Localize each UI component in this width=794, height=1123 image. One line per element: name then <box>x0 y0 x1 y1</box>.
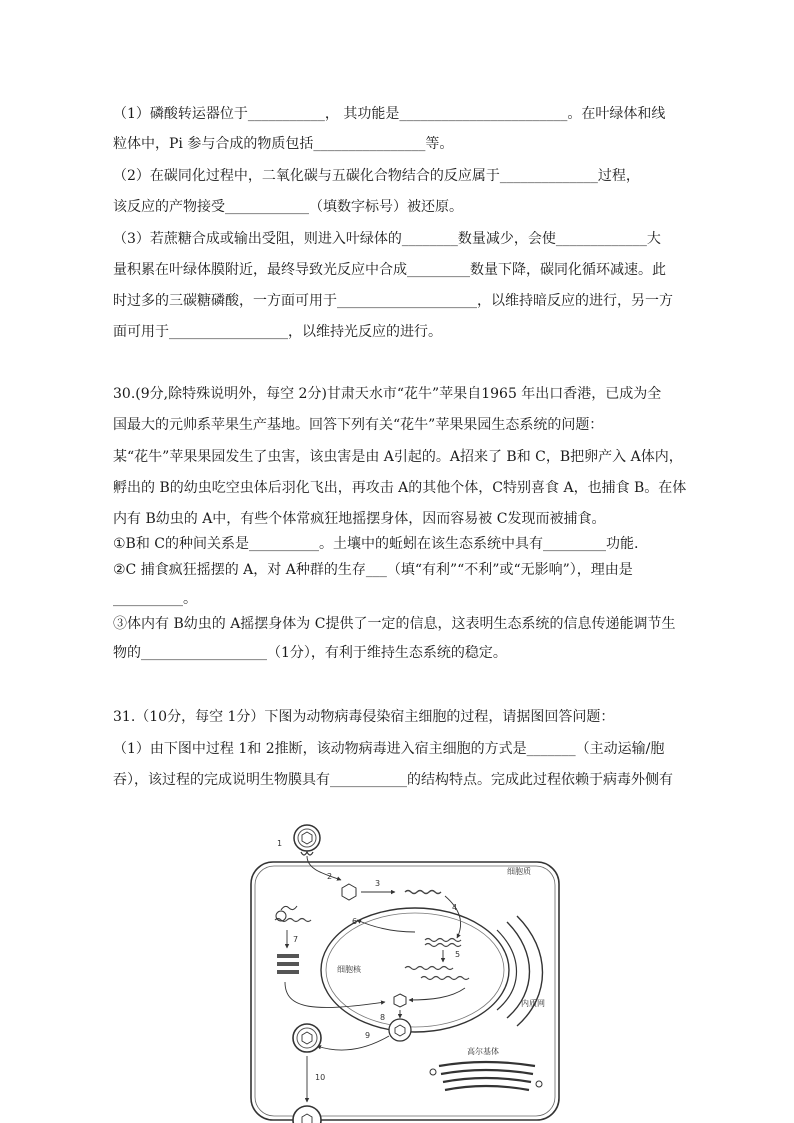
q31-line1: 31.（10分，每空 1分）下图为动物病毒侵染宿主细胞的过程，请据图回答问题： <box>113 709 615 725</box>
golgi-cisterna-2 <box>441 1070 533 1074</box>
label-10: 10 <box>315 1073 326 1082</box>
nuclear-rna-strand-4 <box>421 977 469 980</box>
assembled-capsid <box>394 994 406 1007</box>
q31-line2: （1）由下图中过程 1和 2推断，该动物病毒进入宿主细胞的方式是_______（主动运输/胞 <box>113 741 665 757</box>
label-er: 内质网 <box>521 999 545 1008</box>
polypeptide <box>281 906 297 910</box>
label-2: 2 <box>327 872 333 881</box>
q29-sub3-line3: 时过多的三碳糖磷酸，一方面可用于____________________，以维持暗反应的进行，另一方 <box>113 293 673 309</box>
golgi-cisterna-3 <box>443 1078 531 1082</box>
nuclear-rna-strand-2 <box>425 944 461 947</box>
q30-line7: ②C 捕食疯狂摇摆的 A，对 A种群的生存___（填“有利”“不利”或“无影响”），理由是 <box>113 562 633 578</box>
q30-line5: 内有 B幼虫的 A中，有些个体常疯狂地摇摆身体，因而容易被 C发现而被捕食。 <box>113 511 606 527</box>
q30-line2: 国最大的元帅系苹果生产基地。回答下列有关“花牛”苹果果园生态系统的问题： <box>113 417 604 433</box>
q29-sub3-line4: 面可用于_________________，以维持光反应的进行。 <box>113 324 442 340</box>
arrow-6 <box>357 920 415 932</box>
q29-sub2-line2: 该反应的产物接受____________（填数字标号）被还原。 <box>113 199 463 215</box>
q29-sub3-line2: 量积累在叶绿体膜附近，最终导致光反应中合成_________数量下降，碳同化循环减速。此 <box>113 262 666 278</box>
released-virus-bottom <box>293 1106 321 1123</box>
viral-protein-bar-3 <box>277 970 299 974</box>
q30-line4: 孵出的 B的幼虫吃空虫体后羽化飞出，再攻击 A的其他个体，C特别喜食 A，也捕食 B。在体 <box>113 480 687 496</box>
q31-line3: 吞），该过程的完成说明生物膜具有___________的结构特点。完成此过程依赖于病毒外侧有 <box>113 772 673 788</box>
label-3: 3 <box>375 879 381 888</box>
virus-infection-diagram <box>245 822 563 1123</box>
q29-sub1-line2: 粒体中，Pi 参与合成的物质包括________________等。 <box>113 136 454 152</box>
q30-line6: ①B和 C的种间关系是__________。土壤中的蚯蚓在该生态系统中具有_________功能. <box>113 536 639 552</box>
nuclear-rna-strand-1 <box>425 939 461 942</box>
label-cytoplasm: 细胞质 <box>507 867 531 876</box>
viral-protein-bar-1 <box>277 954 299 958</box>
label-5: 5 <box>455 950 461 959</box>
viral-capsid <box>342 884 356 900</box>
q29-sub2-line1: （2）在碳同化过程中，二氧化碳与五碳化合物结合的反应属于______________过程， <box>113 168 640 184</box>
label-golgi: 高尔基体 <box>467 1047 499 1056</box>
q30-line9: ③体内有 B幼虫的 A摇摆身体为 C提供了一定的信息，这表明生态系统的信息传递能调节生 <box>113 616 676 632</box>
q30-line3: 某“花牛”苹果果园发生了虫害，该虫害是由 A引起的。A招来了 B和 C，B把卵产入 A体内， <box>113 449 683 465</box>
q30-line1: 30.(9分,除特殊说明外，每空 2分)甘肃天水市“花牛”苹果自1965 年出口香港，已成为全 <box>113 386 662 402</box>
label-nucleus: 细胞核 <box>337 965 361 974</box>
label-1: 1 <box>277 839 283 848</box>
q30-line8: __________。 <box>113 591 197 607</box>
label-7: 7 <box>293 935 299 944</box>
mature-virus-inside <box>293 1024 321 1052</box>
er-membrane-3 <box>497 930 517 1010</box>
q29-sub3-line1: （3）若蔗糖合成或输出受阻，则进入叶绿体的________数量减少，会使_____________大 <box>113 231 661 247</box>
receptor-binding <box>301 852 313 855</box>
label-4: 4 <box>452 903 458 912</box>
label-6: 6 <box>352 917 358 926</box>
golgi-vesicle-1 <box>430 1069 436 1075</box>
golgi-cisterna-1 <box>439 1062 535 1066</box>
viral-protein-bar-2 <box>277 962 299 966</box>
q30-line10: 物的__________________（1分），有利于维持生态系统的稳定。 <box>113 645 507 661</box>
golgi-vesicle-2 <box>536 1081 542 1087</box>
q29-sub1-line1: （1）磷酸转运器位于___________， 其功能是________________________。在叶绿体和线 <box>113 106 666 122</box>
nuclear-rna-strand-3 <box>405 967 453 970</box>
budding-capsid <box>395 1025 405 1036</box>
label-9: 9 <box>365 1031 371 1040</box>
arrow-nucleus-to-assembly <box>409 988 465 1000</box>
virus-particle-top <box>294 825 320 851</box>
viral-rna <box>405 891 441 894</box>
label-8: 8 <box>380 1013 386 1022</box>
arrow-9 <box>317 1036 389 1050</box>
arrow-2 <box>307 856 341 880</box>
golgi-cisterna-4 <box>445 1086 529 1090</box>
